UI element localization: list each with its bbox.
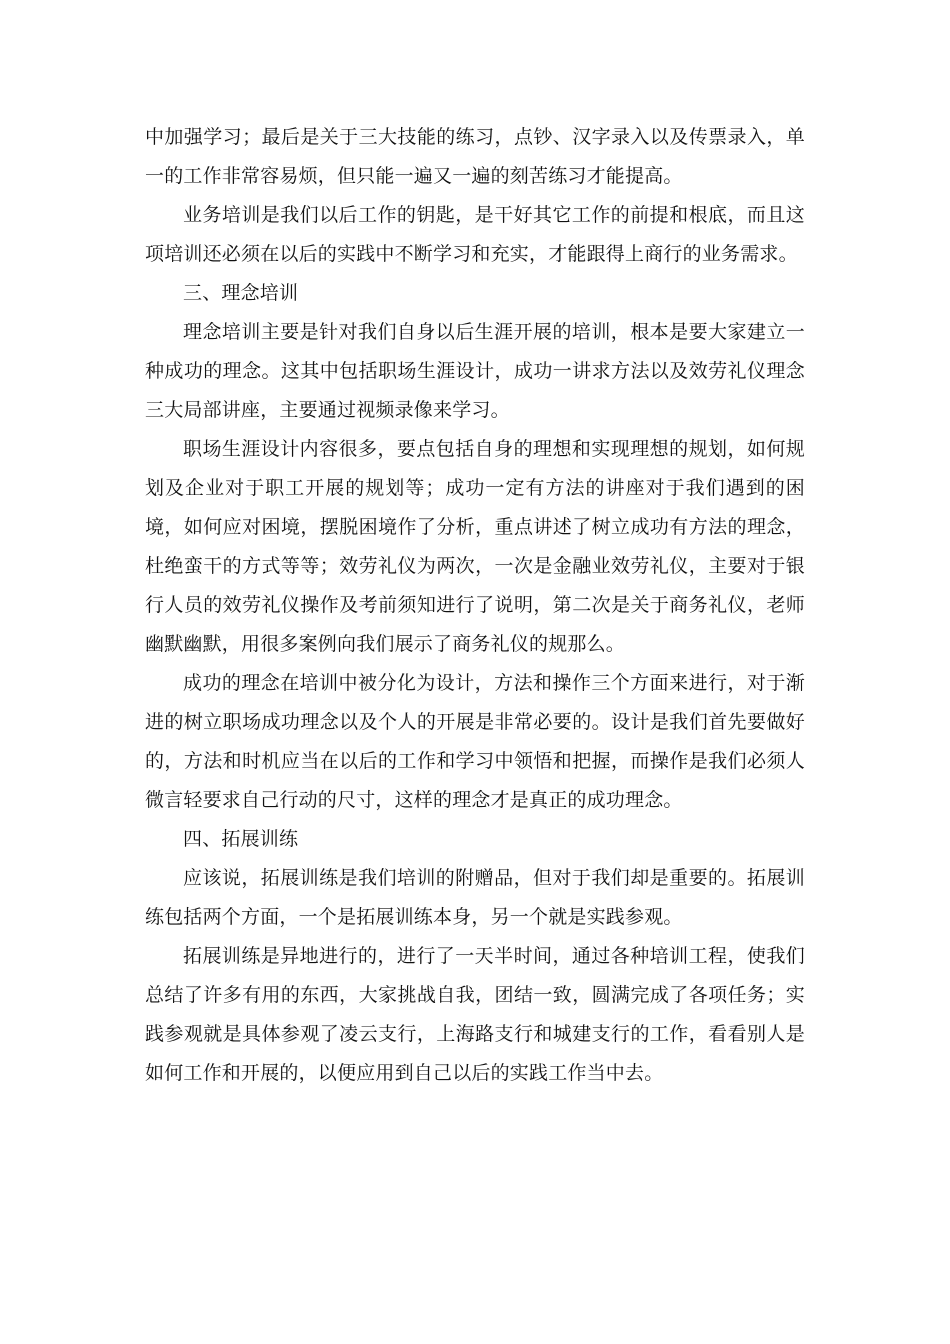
section-heading-concept-training: 三、理念培训: [183, 282, 299, 304]
paragraph-business-training: 业务培训是我们以后工作的钥匙，是干好其它工作的前提和根底，而且这项培训还必须在以后的实践中不断学习和充实，才能跟得上商行的业务需求。: [145, 204, 805, 265]
document-body: [145, 118, 805, 1093]
paragraph-continuation: 中加强学习；最后是关于三大技能的练习，点钞、汉字录入以及传票录入，单一的工作非常容易烦，但只能一遍又一遍的刻苦练习才能提高。: [145, 126, 805, 187]
paragraph-career-design: 职场生涯设计内容很多，要点包括自身的理想和实现理想的规划，如何规划及企业对于职工开展的规划等；成功一定有方法的讲座对于我们遇到的困境，如何应对困境，摆脱困境作了分析，重点讲述了树立成功有方法的理念，杜绝蛮干的方式等等；效劳礼仪为两次，一次是金融业效劳礼仪，主要对于银行人员的效劳礼仪操作及考前须知进行了说明，第二次是关于商务礼仪，老师幽默幽默，用很多案例向我们展示了商务礼仪的规那么。: [145, 438, 805, 655]
section-heading-outward-training: 四、拓展训练: [183, 828, 299, 850]
paragraph-outward-intro: 应该说，拓展训练是我们培训的附赠品，但对于我们却是重要的。拓展训练包括两个方面，一个是拓展训练本身，另一个就是实践参观。: [145, 867, 805, 928]
paragraph-concept-intro: 理念培训主要是针对我们自身以后生涯开展的培训，根本是要大家建立一种成功的理念。这其中包括职场生涯设计，成功一讲求方法以及效劳礼仪理念三大局部讲座，主要通过视频录像来学习。: [145, 321, 805, 421]
paragraph-outward-details: 拓展训练是异地进行的，进行了一天半时间，通过各种培训工程，使我们总结了许多有用的东西，大家挑战自我，团结一致，圆满完成了各项任务；实践参观就是具体参观了凌云支行，上海路支行和城建支行的工作，看看别人是如何工作和开展的，以便应用到自己以后的实践工作当中去。: [145, 945, 805, 1084]
paragraph-success-concept: 成功的理念在培训中被分化为设计，方法和操作三个方面来进行，对于渐进的树立职场成功理念以及个人的开展是非常必要的。设计是我们首先要做好的，方法和时机应当在以后的工作和学习中领悟和把握，而操作是我们必须人微言轻要求自己行动的尺寸，这样的理念才是真正的成功理念。: [145, 672, 805, 811]
